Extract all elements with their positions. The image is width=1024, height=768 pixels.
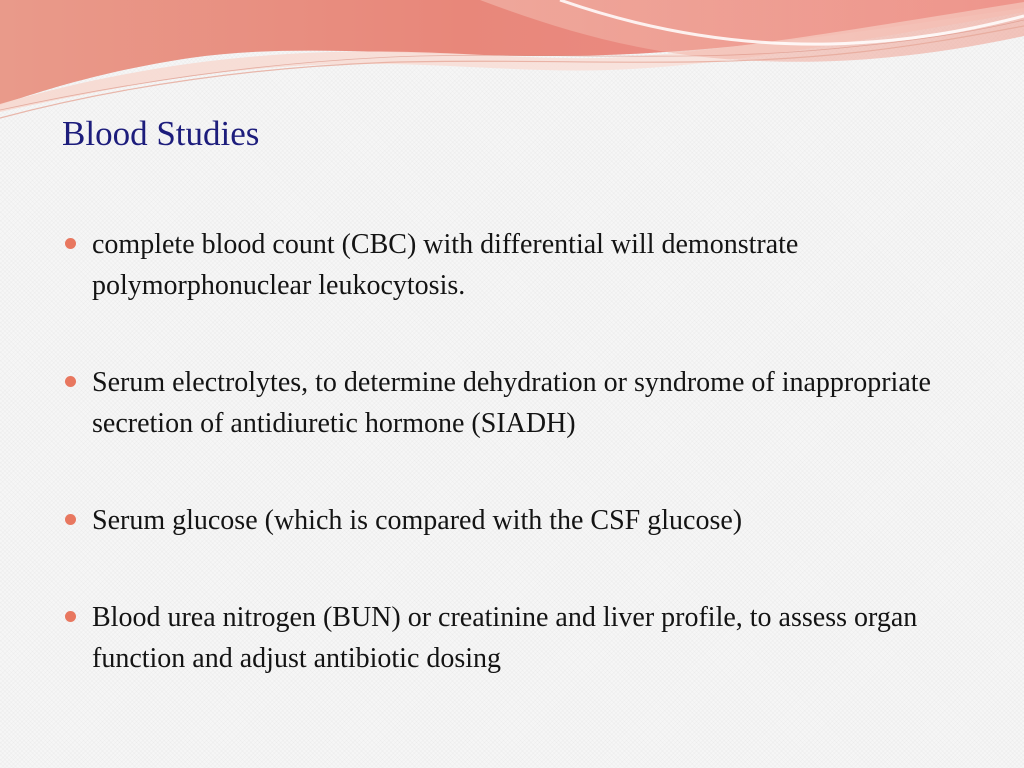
bullet-dot-icon (65, 238, 76, 249)
bullet-text: Serum electrolytes, to determine dehydration or syndrome of inappropriate secretion of antidiuretic hormone (SIADH) (92, 367, 931, 439)
list-item (62, 224, 962, 306)
bullet-text: Blood urea nitrogen (BUN) or creatinine and liver profile, to assess organ function and adjust antibiotic dosing (92, 602, 918, 674)
header-wave-decoration (0, 0, 1024, 120)
list-item (62, 362, 962, 444)
list-item (62, 500, 962, 541)
bullet-text: Serum glucose (which is compared with the CSF glucose) (92, 505, 743, 536)
bullet-dot-icon (65, 514, 76, 525)
slide-title: Blood Studies (62, 114, 260, 153)
bullet-text: complete blood count (CBC) with differential will demonstrate polymorphonuclear leukocytosis. (92, 229, 799, 301)
bullet-dot-icon (65, 611, 76, 622)
bullet-list (62, 224, 962, 735)
list-item (62, 597, 962, 679)
bullet-dot-icon (65, 376, 76, 387)
